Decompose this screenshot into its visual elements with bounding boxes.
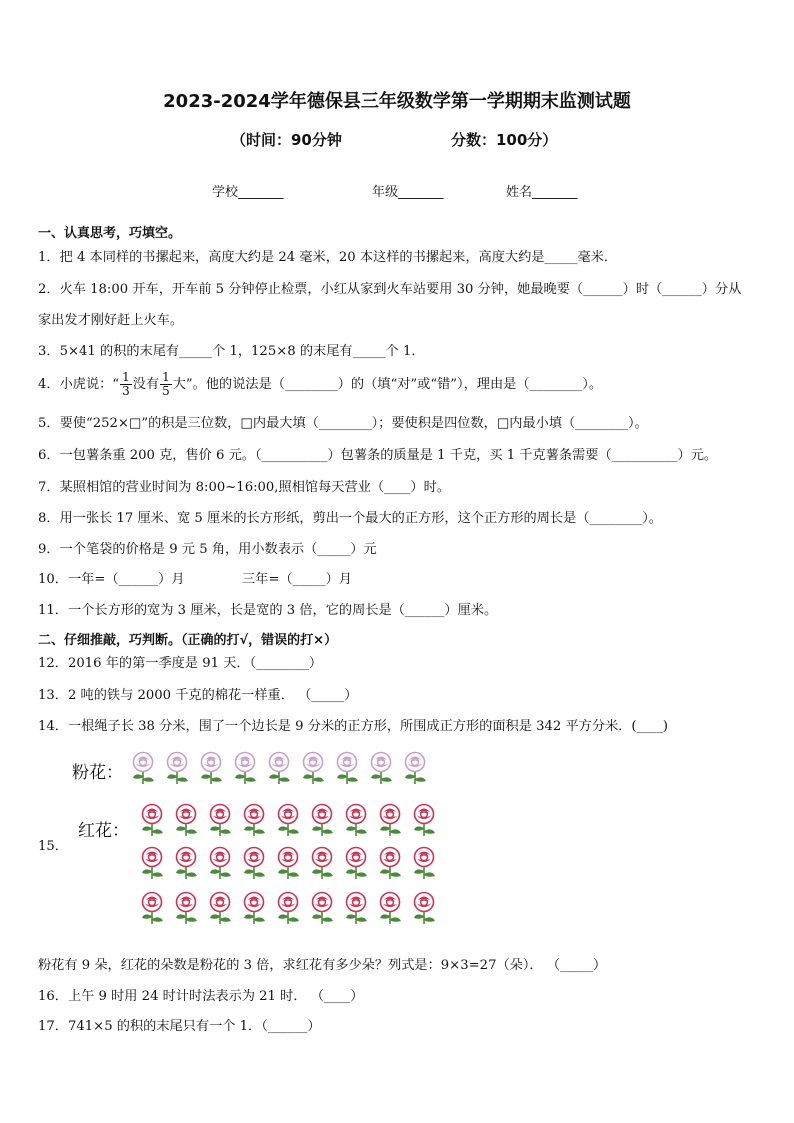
red-flower-icon — [341, 845, 371, 881]
red-flower-icon — [137, 845, 167, 881]
red-flower-row-1 — [137, 802, 439, 838]
red-flower-icon — [273, 802, 303, 838]
pink-flower-icon — [196, 750, 226, 786]
red-flower-icon — [239, 845, 269, 881]
question-6: 6．一包薯条重 200 克，售价 6 元。（__________）包薯条的质量是 1 千克，买 1 千克薯条需要（__________）元。 — [38, 448, 718, 463]
question-10b: 三年=（_____）月 — [242, 572, 352, 587]
section-two-heading: 二、仔细推敲，巧判断。（正确的打√，错误的打×） — [38, 633, 338, 648]
red-flower-icon — [307, 890, 337, 926]
question-1: 1．把 4 本同样的书摞起来，高度大约是 24 毫米，20 本这样的书摞起来，高度大约是_____毫米． — [38, 250, 618, 265]
pink-flower-icon — [332, 750, 362, 786]
pink-flower-icon — [162, 750, 192, 786]
red-flower-row-2 — [137, 845, 439, 881]
question-2-line1: 2．火车 18:00 开车，开车前 5 分钟停止检票，小红从家到火车站要用 30 分钟，她最晚要（______）时（______）分从 — [38, 282, 742, 297]
school-field: 学校_______ — [212, 185, 284, 200]
question-15-number: 15． — [38, 839, 68, 854]
section-one-heading: 一、认真思考，巧填空。 — [38, 226, 182, 241]
question-16: 16．上午 9 时用 24 时计时法表示为 21 时． （____） — [38, 989, 364, 1004]
red-flower-icon — [171, 802, 201, 838]
red-flower-icon — [307, 845, 337, 881]
red-flower-icon — [375, 845, 405, 881]
name-field: 姓名_______ — [506, 185, 578, 200]
red-flower-icon — [307, 802, 337, 838]
question-13: 13．2 吨的铁与 2000 千克的棉花一样重． （_____） — [38, 688, 358, 703]
question-8: 8．用一张长 17 厘米、宽 5 厘米的长方形纸，剪出一个最大的正方形，这个正方形的周长是（________）。 — [38, 511, 662, 526]
question-12: 12．2016 年的第一季度是 91 天．（________） — [38, 656, 323, 671]
fraction-one-fifth: $\frac{1}{5}$ — [162, 370, 170, 398]
red-flower-icon — [239, 802, 269, 838]
red-flower-icon — [239, 890, 269, 926]
pink-flower-icon — [264, 750, 294, 786]
exam-score: 分数：100分） — [451, 131, 558, 149]
red-flower-icon — [137, 802, 167, 838]
pink-flower-icon — [400, 750, 430, 786]
question-4 — [38, 371, 602, 398]
fraction-one-third: $\frac{1}{3}$ — [122, 370, 130, 398]
question-11: 11．一个长方形的宽为 3 厘米，长是宽的 3 倍，它的周长是（______）厘米。 — [38, 603, 498, 618]
red-flower-icon — [273, 890, 303, 926]
question-7: 7．某照相馆的营业时间为 8:00~16:00,照相馆每天营业（____）时。 — [38, 480, 450, 495]
red-flower-icon — [375, 890, 405, 926]
pink-flower-icon — [230, 750, 260, 786]
red-flower-icon — [341, 802, 371, 838]
question-17: 17．741×5 的积的末尾只有一个 1．（______） — [38, 1019, 321, 1034]
red-flower-icon — [137, 890, 167, 926]
red-flower-icon — [171, 845, 201, 881]
red-flower-icon — [205, 890, 235, 926]
question-2-line2: 家出发才刚好赶上火车。 — [38, 313, 184, 328]
grade-field: 年级_______ — [372, 185, 444, 200]
red-flower-icon — [409, 802, 439, 838]
pink-flower-label: 粉花： — [72, 763, 123, 783]
red-flower-icon — [205, 802, 235, 838]
pink-flower-row — [128, 750, 430, 786]
exam-title: 2023-2024学年德保县三年级数学第一学期期末监测试题 — [163, 91, 631, 112]
red-flower-icon — [171, 890, 201, 926]
q4-middle: 没有 — [132, 377, 160, 392]
red-flower-icon — [341, 890, 371, 926]
exam-time: （时间：90分钟 — [231, 131, 342, 149]
pink-flower-icon — [366, 750, 396, 786]
red-flower-icon — [375, 802, 405, 838]
pink-flower-icon — [128, 750, 158, 786]
pink-flower-icon — [298, 750, 328, 786]
question-9: 9．一个笔袋的价格是 9 元 5 角，用小数表示（_____）元 — [38, 542, 377, 557]
question-14: 14．一根绳子长 38 分米，围了一个边长是 9 分米的正方形，所围成正方形的面积是 342 平方分米．(____) — [38, 719, 669, 734]
red-flower-icon — [409, 890, 439, 926]
question-10a: 10．一年=（______）月 — [38, 572, 185, 587]
red-flower-icon — [409, 845, 439, 881]
red-flower-icon — [273, 845, 303, 881]
q4-suffix: 大”。他的说法是（________）的（填“对”或“错”），理由是（________）。 — [172, 377, 603, 392]
red-flower-label: 红花： — [78, 821, 129, 841]
red-flower-row-3 — [137, 890, 439, 926]
red-flower-icon — [205, 845, 235, 881]
question-3: 3．5×41 的积的末尾有_____个 1，125×8 的末尾有_____个 1． — [38, 344, 425, 359]
question-15: 粉花有 9 朵，红花的朵数是粉花的 3 倍，求红花有多少朵？列式是：9×3=27（朵）． （_____） — [38, 958, 607, 973]
q4-prefix: 4．小虎说：“ — [38, 377, 120, 392]
question-5: 5．要使“252×□”的积是三位数，□内最大填（________）；要使积是四位数，□内最小填（________）。 — [38, 416, 648, 431]
